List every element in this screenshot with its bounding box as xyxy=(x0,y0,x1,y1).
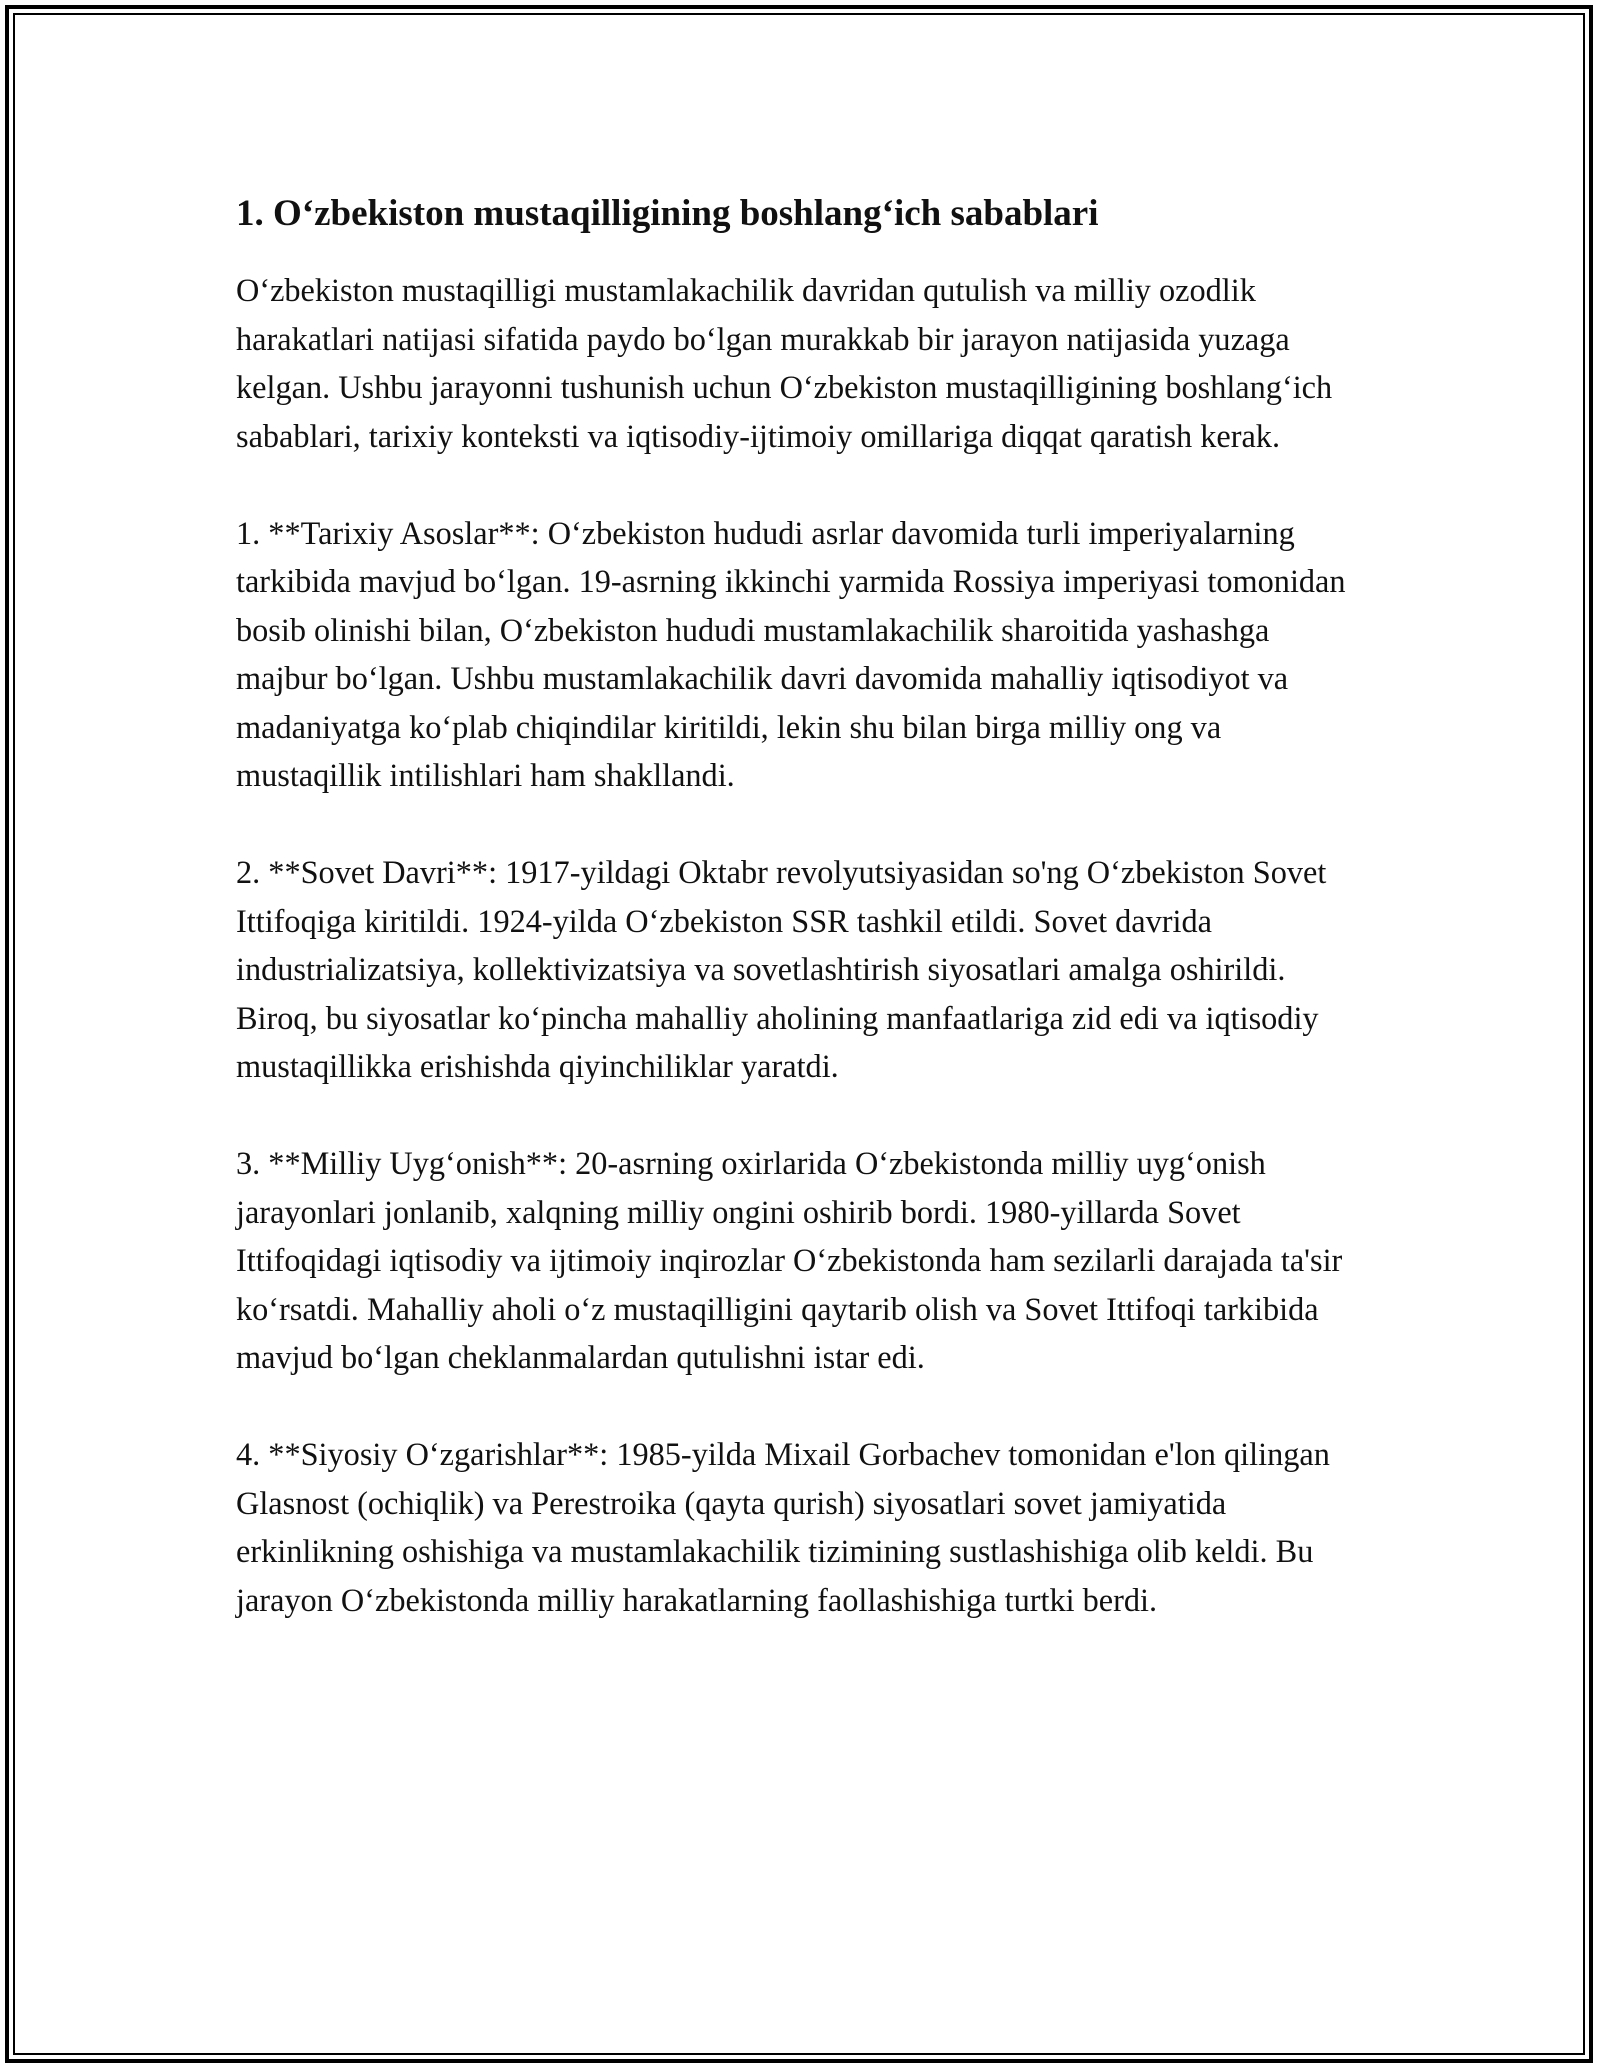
paragraph-soviet-period: 2. **Sovet Davri**: 1917-yildagi Oktabr revolyutsiyasidan so'ng O‘zbekiston Sovet Ittifoqiga kiritildi. 1924-yilda O‘zbekiston SSR tashkil etildi. Sovet davrida industrializatsiya, kollektivizatsiya va sovetlashtirish siyosatlari amalga oshirildi. Biroq, bu siyosatlar ko‘pincha mahalliy aholining manfaatlariga zid edi va iqtisodiy mustaqillikka erishishda qiyinchiliklar yaratdi. xyxy=(236,854,1327,1084)
document-body xyxy=(236,188,1366,1624)
document-title: 1. O‘zbekiston mustaqilligining boshlang‘ich sabablari xyxy=(236,193,1099,234)
paragraph-national-awakening: 3. **Milliy Uyg‘onish**: 20-asrning oxirlarida O‘zbekistonda milliy uyg‘onish jarayonlari jonlanib, xalqning milliy ongini oshirib bordi. 1980-yillarda Sovet Ittifoqidagi iqtisodiy va ijtimoiy inqirozlar O‘zbekistonda ham sezilarli darajada ta'sir ko‘rsatdi. Mahalliy aholi o‘z mustaqilligini qaytarib olish va Sovet Ittifoqi tarkibida mavjud bo‘lgan cheklanmalardan qutulishni istar edi. xyxy=(236,1145,1343,1375)
intro-paragraph: O‘zbekiston mustaqilligi mustamlakachilik davridan qutulish va milliy ozodlik harakatlari natijasi sifatida paydo bo‘lgan murakkab bir jarayon natijasida yuzaga kelgan. Ushbu jarayonni tushunish uchun O‘zbekiston mustaqilligining boshlang‘ich sabablari, tarixiy konteksti va iqtisodiy-ijtimoiy omillariga diqqat qaratish kerak. xyxy=(236,272,1333,454)
paragraph-political-changes: 4. **Siyosiy O‘zgarishlar**: 1985-yilda Mixail Gorbachev tomonidan e'lon qilingan Glasnost (ochiqlik) va Perestroika (qayta qurish) siyosatlari sovet jamiyatida erkinlikning oshishiga va mustamlakachilik tizimining sustlashishiga olib keldi. Bu jarayon O‘zbekistonda milliy harakatlarning faollashishiga turtki berdi. xyxy=(236,1436,1330,1618)
paragraph-historical-foundations: 1. **Tarixiy Asoslar**: O‘zbekiston hududi asrlar davomida turli imperiyalarning tarkibida mavjud bo‘lgan. 19-asrning ikkinchi yarmida Rossiya imperiyasi tomonidan bosib olinishi bilan, O‘zbekiston hududi mustamlakachilik sharoitida yashashga majbur bo‘lgan. Ushbu mustamlakachilik davri davomida mahalliy iqtisodiyot va madaniyatga ko‘plab chiqindilar kiritildi, lekin shu bilan birga milliy ong va mustaqillik intilishlari ham shakllandi. xyxy=(236,514,1346,793)
